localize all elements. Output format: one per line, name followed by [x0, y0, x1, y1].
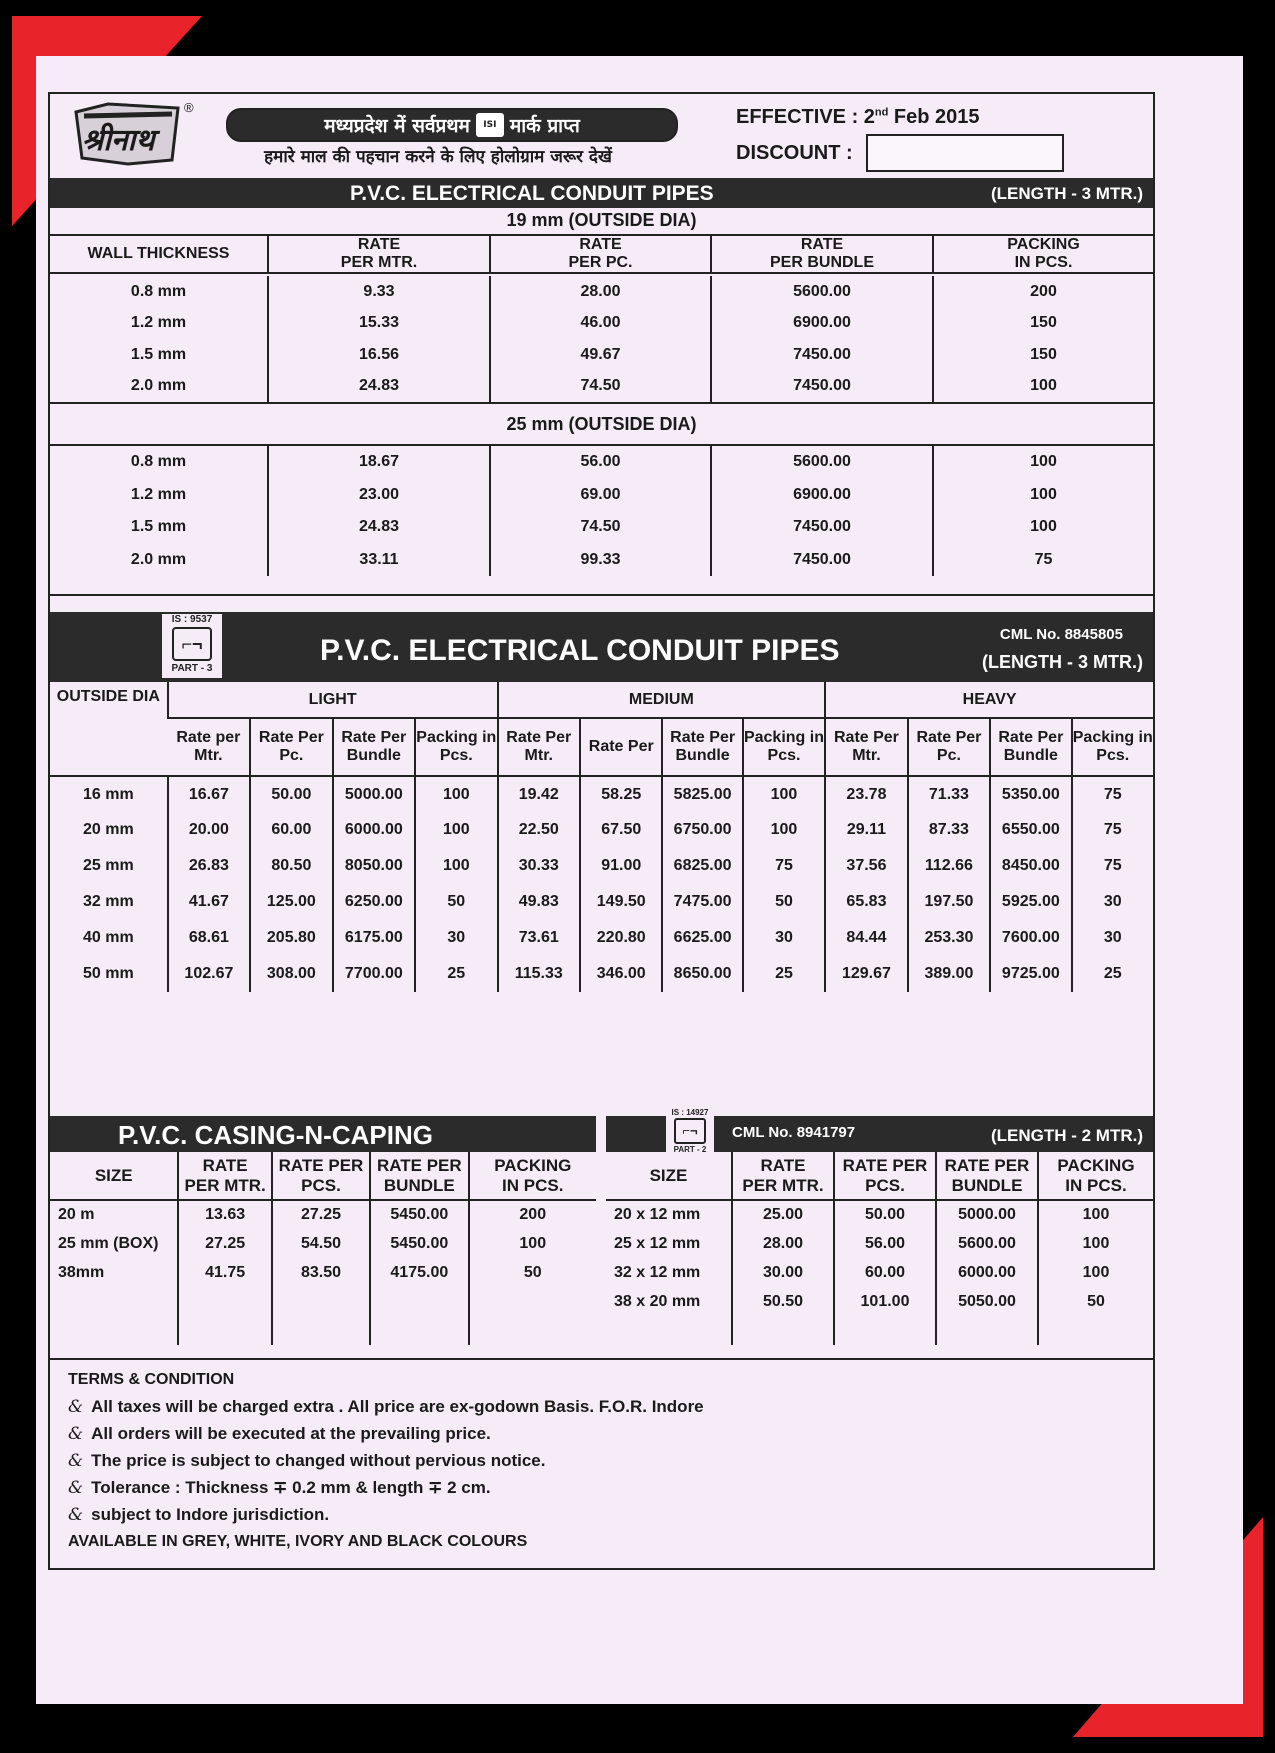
cell: 7600.00	[990, 920, 1071, 956]
section3-title: P.V.C. CASING-N-CAPING	[118, 1120, 433, 1150]
section1-sub1: 19 mm (OUTSIDE DIA)	[506, 210, 697, 230]
effective-date-rest: Feb 2015	[888, 106, 980, 128]
cell: 32 x 12 mm	[614, 1263, 701, 1281]
cell: 25.00	[732, 1200, 834, 1229]
cell: 87.33	[908, 812, 990, 848]
group-header-row	[50, 682, 1153, 718]
cell: 37.56	[825, 848, 907, 884]
is14927-badge	[666, 1108, 714, 1158]
cell: 0.8 mm	[130, 282, 187, 300]
cell: 40 mm	[82, 929, 134, 946]
cell: 5925.00	[990, 884, 1071, 920]
table-row	[606, 1200, 1153, 1229]
is9537-badge	[162, 614, 222, 678]
section2-title: P.V.C. ELECTRICAL CONDUIT PIPES	[320, 634, 840, 667]
cell: 23.78	[825, 776, 907, 812]
terms-heading: TERMS & CONDITION	[68, 1370, 235, 1388]
cell: 100	[933, 479, 1153, 512]
terms-block	[68, 1366, 968, 1555]
cell: 1.5 mm	[130, 518, 187, 536]
cell: 100	[415, 848, 497, 884]
cell: 8450.00	[990, 848, 1071, 884]
section2-table	[50, 682, 1153, 992]
cell: 0.8 mm	[130, 453, 187, 471]
section4-table	[606, 1152, 1153, 1345]
cell: 32 mm	[82, 893, 134, 910]
cell: 101.00	[834, 1287, 936, 1316]
empty-row	[50, 1287, 596, 1316]
cell: 23.00	[268, 479, 490, 512]
cell: 6000.00	[333, 812, 415, 848]
cell: 24.83	[268, 371, 490, 403]
group-light: LIGHT	[168, 682, 498, 718]
terms-text: The price is subject to changed without pervious notice.	[91, 1450, 546, 1470]
col-rate-per-mtr: RATE PER MTR.	[268, 235, 490, 273]
is9537-part: PART - 3	[171, 663, 213, 674]
section4-title-bar	[606, 1108, 1153, 1154]
empty-cell	[732, 1316, 834, 1345]
cell: 26.83	[168, 848, 250, 884]
col-rate-per-bundle: RATE PER BUNDLE	[370, 1152, 468, 1200]
cell: 100	[933, 371, 1153, 403]
empty-cell	[50, 1316, 178, 1345]
cell: 5350.00	[990, 776, 1071, 812]
section4-cml: CML No. 8941797	[732, 1124, 856, 1141]
cell: 50	[743, 884, 825, 920]
cell: 200	[469, 1200, 596, 1229]
cell: 100	[415, 776, 497, 812]
section1-title: P.V.C. ELECTRICAL CONDUIT PIPES	[350, 182, 714, 205]
effective-date	[736, 106, 980, 129]
cell: 5600.00	[936, 1229, 1038, 1258]
cell: 100	[743, 812, 825, 848]
cell: 25 x 12 mm	[614, 1234, 701, 1252]
cell: 25	[743, 956, 825, 992]
cell: 100	[1038, 1200, 1153, 1229]
subcol: Rate Per Bundle	[333, 718, 415, 776]
cell: 50.00	[250, 776, 332, 812]
cell: 7700.00	[333, 956, 415, 992]
section3-title-bar	[50, 1116, 596, 1152]
col-rate-per-bundle: RATE PER BUNDLE	[711, 235, 933, 273]
bullet-icon: &	[68, 1477, 84, 1498]
cell: 5050.00	[936, 1287, 1038, 1316]
cell: 56.00	[834, 1229, 936, 1258]
empty-cell	[178, 1316, 271, 1345]
col-rate-per-pc: RATE PER PC.	[490, 235, 711, 273]
tagline-part1: मध्यप्रदेश में सर्वप्रथम	[324, 115, 470, 137]
section1-length: (LENGTH - 3 MTR.)	[990, 184, 1143, 203]
subcol: Packing in Pcs.	[1072, 718, 1153, 776]
empty-cell	[178, 1287, 271, 1316]
cell: 60.00	[250, 812, 332, 848]
cell: 100	[743, 776, 825, 812]
cell: 29.11	[825, 812, 907, 848]
cell: 20 x 12 mm	[614, 1206, 701, 1223]
section1-table-25mm	[50, 446, 1153, 576]
cell: 5450.00	[370, 1229, 468, 1258]
cell: 8650.00	[662, 956, 742, 992]
cell: 20.00	[168, 812, 250, 848]
cell: 74.50	[490, 511, 711, 544]
cell: 50 mm	[82, 965, 134, 982]
hologram-note: हमारे माल की पहचान करने के लिए होलोग्राम जरूर देखें	[264, 147, 612, 167]
cell: 25	[415, 956, 497, 992]
cell: 50	[469, 1258, 596, 1287]
cell: 200	[933, 276, 1153, 308]
cell: 16.67	[168, 776, 250, 812]
divider	[50, 402, 1153, 404]
isi-mark-text: ISI	[483, 120, 497, 130]
cell: 30	[415, 920, 497, 956]
col-size: SIZE	[606, 1152, 732, 1200]
cell: 73.61	[498, 920, 580, 956]
section2-length: (LENGTH - 3 MTR.)	[982, 652, 1143, 672]
cell: 25 mm	[82, 857, 134, 874]
cell: 5600.00	[711, 276, 933, 308]
cell: 1.2 mm	[130, 314, 187, 332]
cell: 1.2 mm	[130, 485, 187, 503]
table-row	[606, 1258, 1153, 1287]
cell: 91.00	[580, 848, 662, 884]
cell: 75	[1072, 848, 1153, 884]
table-row	[50, 371, 1153, 403]
subcol: Rate Per Mtr.	[498, 718, 580, 776]
cell: 28.00	[732, 1229, 834, 1258]
subheader-row	[50, 718, 1153, 776]
cell: 60.00	[834, 1258, 936, 1287]
terms-item	[68, 1447, 968, 1474]
bullet-icon: &	[68, 1504, 84, 1525]
cell: 25 mm (BOX)	[58, 1234, 159, 1252]
cell: 205.80	[250, 920, 332, 956]
table-row	[50, 920, 1153, 956]
empty-cell	[272, 1316, 370, 1345]
registered-mark: ®	[184, 100, 194, 115]
cell: 100	[933, 511, 1153, 544]
cell: 41.67	[168, 884, 250, 920]
cell: 20 m	[58, 1206, 95, 1223]
table-row	[50, 276, 1153, 308]
cell: 20 mm	[82, 821, 134, 838]
cell: 5600.00	[711, 446, 933, 479]
cell: 83.50	[272, 1258, 370, 1287]
cell: 25	[1072, 956, 1153, 992]
brand-logo	[68, 100, 194, 170]
cell: 6000.00	[936, 1258, 1038, 1287]
empty-cell	[272, 1287, 370, 1316]
empty-row	[606, 1316, 1153, 1345]
table-row	[50, 544, 1153, 577]
cell: 75	[1072, 812, 1153, 848]
isi-mark-icon: ⌐¬	[172, 627, 212, 661]
cell: 49.83	[498, 884, 580, 920]
cell: 7450.00	[711, 339, 933, 371]
cell: 220.80	[580, 920, 662, 956]
section1-header	[50, 234, 1153, 274]
cell: 253.30	[908, 920, 990, 956]
cell: 15.33	[268, 308, 490, 340]
cell: 80.50	[250, 848, 332, 884]
bullet-icon: &	[68, 1396, 84, 1417]
cell: 46.00	[490, 308, 711, 340]
cell: 99.33	[490, 544, 711, 577]
table-row	[606, 1287, 1153, 1316]
table-row	[50, 1200, 596, 1229]
section1-title-bar	[50, 178, 1153, 208]
cell: 75	[933, 544, 1153, 577]
empty-cell	[834, 1316, 936, 1345]
subcol: Rate Per Mtr.	[825, 718, 907, 776]
cell: 112.66	[908, 848, 990, 884]
cell: 24.83	[268, 511, 490, 544]
col-wall-thickness: WALL THICKNESS	[50, 235, 268, 273]
empty-cell	[50, 1287, 178, 1316]
cell: 5825.00	[662, 776, 742, 812]
cell: 1.5 mm	[130, 345, 187, 363]
terms-text: subject to Indore jurisdiction.	[91, 1504, 330, 1524]
cell: 71.33	[908, 776, 990, 812]
cell: 7475.00	[662, 884, 742, 920]
terms-item	[68, 1474, 968, 1501]
cell: 33.11	[268, 544, 490, 577]
cell: 16.56	[268, 339, 490, 371]
table-row	[50, 812, 1153, 848]
subcol: Packing in Pcs.	[743, 718, 825, 776]
is14927-part: PART - 2	[673, 1145, 707, 1154]
group-medium: MEDIUM	[498, 682, 826, 718]
cell: 100	[933, 446, 1153, 479]
cell: 50.00	[834, 1200, 936, 1229]
col-rate-per-pcs: RATE PER PCS.	[834, 1152, 936, 1200]
table-row	[50, 1229, 596, 1258]
empty-cell	[936, 1316, 1038, 1345]
cell: 2.0 mm	[130, 377, 187, 395]
subcol: Rate Per Pc.	[250, 718, 332, 776]
subcol: Rate per Mtr.	[168, 718, 250, 776]
empty-cell	[370, 1316, 468, 1345]
cell: 7450.00	[711, 544, 933, 577]
cell: 68.61	[168, 920, 250, 956]
cell: 346.00	[580, 956, 662, 992]
divider	[50, 594, 1153, 596]
cell: 75	[1072, 776, 1153, 812]
col-rate-per-pcs: RATE PER PCS.	[272, 1152, 370, 1200]
cell: 8050.00	[333, 848, 415, 884]
subcol: Rate Per Pc.	[908, 718, 990, 776]
colours-note: AVAILABLE IN GREY, WHITE, IVORY AND BLACK COLOURS	[68, 1532, 528, 1550]
cell: 4175.00	[370, 1258, 468, 1287]
terms-text: Tolerance : Thickness ∓ 0.2 mm & length ∓ 2 cm.	[91, 1477, 491, 1497]
table-row	[50, 884, 1153, 920]
terms-item	[68, 1501, 968, 1528]
col-packing: PACKING IN PCS.	[469, 1152, 596, 1200]
cell: 6625.00	[662, 920, 742, 956]
col-packing: PACKING IN PCS.	[1038, 1152, 1153, 1200]
table-row	[50, 446, 1153, 479]
cell: 67.50	[580, 812, 662, 848]
table-row	[50, 776, 1153, 812]
table-row	[606, 1229, 1153, 1258]
cell: 2.0 mm	[130, 550, 187, 568]
cell: 18.67	[268, 446, 490, 479]
cell: 22.50	[498, 812, 580, 848]
empty-row	[50, 1316, 596, 1345]
cell: 100	[415, 812, 497, 848]
subcol: Rate Per	[580, 718, 662, 776]
section2-title-bar	[50, 612, 1153, 682]
empty-cell	[370, 1287, 468, 1316]
section3-table	[50, 1152, 596, 1345]
cell: 74.50	[490, 371, 711, 403]
empty-cell	[606, 1316, 732, 1345]
cell: 389.00	[908, 956, 990, 992]
section1-table-19mm	[50, 276, 1153, 402]
cell: 5450.00	[370, 1200, 468, 1229]
cell: 6175.00	[333, 920, 415, 956]
cell: 27.25	[272, 1200, 370, 1229]
cell: 6825.00	[662, 848, 742, 884]
section2-cml: CML No. 8845805	[999, 626, 1123, 643]
divider	[50, 1358, 1153, 1360]
cell: 30	[743, 920, 825, 956]
cell: 56.00	[490, 446, 711, 479]
header-row	[606, 1152, 1153, 1200]
cell: 100	[469, 1229, 596, 1258]
cell: 50	[415, 884, 497, 920]
discount-field[interactable]	[866, 134, 1064, 172]
cell: 65.83	[825, 884, 907, 920]
empty-cell	[1038, 1316, 1153, 1345]
cell: 100	[1038, 1229, 1153, 1258]
bullet-icon: &	[68, 1450, 84, 1471]
cell: 9.33	[268, 276, 490, 308]
cell: 75	[743, 848, 825, 884]
table-row	[50, 511, 1153, 544]
table-row	[50, 848, 1153, 884]
table-row	[50, 479, 1153, 512]
tagline-pill	[226, 108, 678, 142]
section1-sub2: 25 mm (OUTSIDE DIA)	[506, 414, 697, 434]
cell: 5000.00	[936, 1200, 1038, 1229]
discount-label: DISCOUNT :	[736, 142, 853, 164]
cell: 125.00	[250, 884, 332, 920]
cell: 30	[1072, 920, 1153, 956]
cell: 7450.00	[711, 371, 933, 403]
cell: 27.25	[178, 1229, 271, 1258]
effective-label: EFFECTIVE : 2	[736, 106, 875, 128]
cell: 6900.00	[711, 479, 933, 512]
is14927-label: IS : 14927	[671, 1108, 709, 1117]
cell: 6750.00	[662, 812, 742, 848]
cell: 16 mm	[82, 785, 134, 803]
price-list-frame	[48, 92, 1155, 1570]
tagline-part2: मार्क प्राप्त	[509, 115, 580, 137]
cell: 69.00	[490, 479, 711, 512]
subcol: Packing in Pcs.	[415, 718, 497, 776]
col-packing: PACKING IN PCS.	[933, 235, 1153, 273]
isi-mark-icon	[476, 113, 504, 137]
cell: 41.75	[178, 1258, 271, 1287]
cell: 54.50	[272, 1229, 370, 1258]
col-rate-per-bundle: RATE PER BUNDLE	[936, 1152, 1038, 1200]
cell: 308.00	[250, 956, 332, 992]
cell: 28.00	[490, 276, 711, 308]
cell: 19.42	[498, 776, 580, 812]
cell: 150	[933, 308, 1153, 340]
subcol: Rate Per Bundle	[662, 718, 742, 776]
terms-text: All orders will be executed at the prevailing price.	[91, 1423, 491, 1443]
cell: 102.67	[168, 956, 250, 992]
terms-item	[68, 1420, 968, 1447]
cell: 49.67	[490, 339, 711, 371]
col-rate-per-mtr: RATE PER MTR.	[178, 1152, 271, 1200]
cell: 58.25	[580, 776, 662, 812]
cell: 149.50	[580, 884, 662, 920]
logo-text: श्रीनाथ	[82, 123, 155, 158]
group-heavy: HEAVY	[825, 682, 1153, 718]
header-row	[50, 1152, 596, 1200]
cell: 9725.00	[990, 956, 1071, 992]
col-size: SIZE	[50, 1152, 178, 1200]
cell: 50.50	[732, 1287, 834, 1316]
cell: 30.00	[732, 1258, 834, 1287]
table-row	[50, 956, 1153, 992]
col-outside-dia: OUTSIDE DIA	[50, 682, 168, 776]
cell: 129.67	[825, 956, 907, 992]
bullet-icon: &	[68, 1423, 84, 1444]
cell: 30	[1072, 884, 1153, 920]
cell: 7450.00	[711, 511, 933, 544]
is9537-label: IS : 9537	[171, 614, 213, 625]
terms-item	[68, 1393, 968, 1420]
empty-cell	[469, 1316, 596, 1345]
col-rate-per-mtr: RATE PER MTR.	[732, 1152, 834, 1200]
cell: 50	[1038, 1287, 1153, 1316]
effective-sup: nd	[874, 106, 889, 119]
cell: 6250.00	[333, 884, 415, 920]
cell: 38 x 20 mm	[614, 1292, 701, 1310]
cell: 30.33	[498, 848, 580, 884]
cell: 115.33	[498, 956, 580, 992]
cell: 13.63	[178, 1200, 271, 1229]
table-row	[50, 339, 1153, 371]
empty-cell	[469, 1287, 596, 1316]
table-row	[50, 308, 1153, 340]
table-row	[50, 1258, 596, 1287]
cell: 6550.00	[990, 812, 1071, 848]
cell: 197.50	[908, 884, 990, 920]
cell: 5000.00	[333, 776, 415, 812]
cell: 84.44	[825, 920, 907, 956]
cell: 6900.00	[711, 308, 933, 340]
isi-mark-icon: ⌐¬	[674, 1118, 706, 1144]
cell: 150	[933, 339, 1153, 371]
terms-text: All taxes will be charged extra . All price are ex-godown Basis. F.O.R. Indore	[91, 1396, 704, 1416]
cell: 100	[1038, 1258, 1153, 1287]
subcol: Rate Per Bundle	[990, 718, 1071, 776]
section4-length: (LENGTH - 2 MTR.)	[990, 1126, 1143, 1145]
cell: 38mm	[58, 1263, 105, 1281]
